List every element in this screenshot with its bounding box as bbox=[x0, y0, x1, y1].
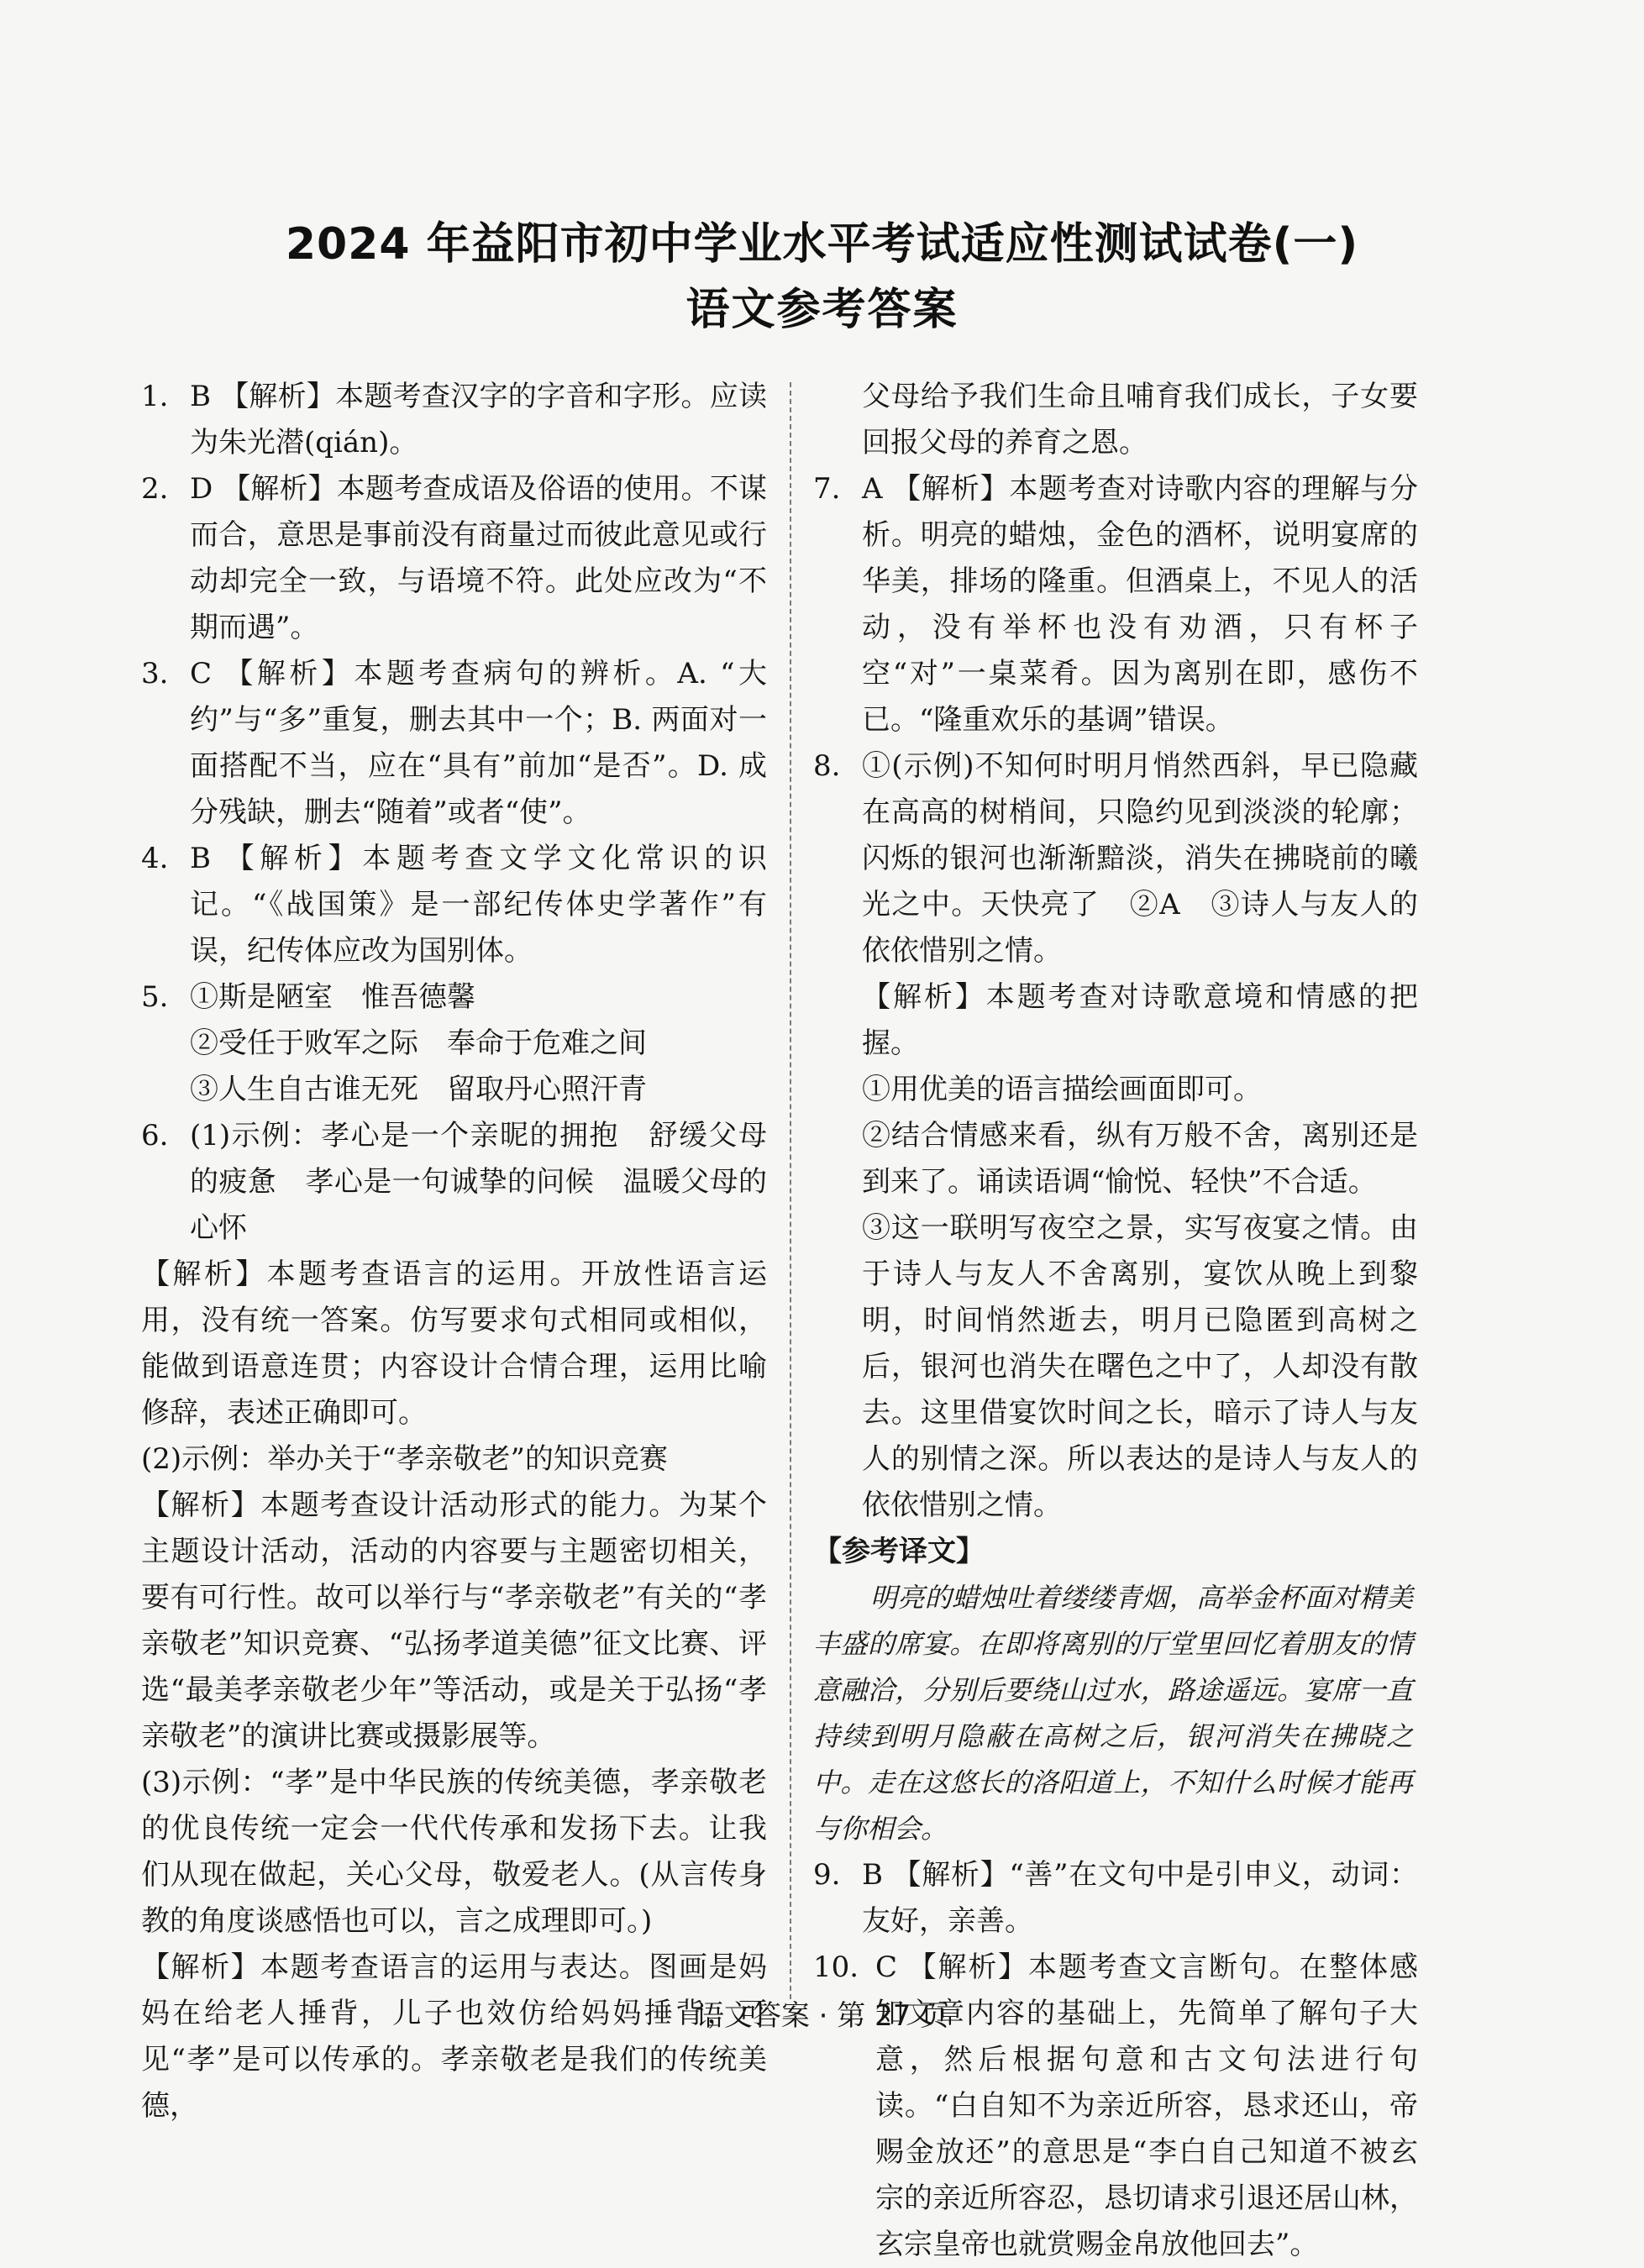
answer-6-part-3: (3)示例：“孝”是中华民族的传统美德，孝亲敬老的优良传统一定会一代代传承和发扬下去。让我们从现在做起，关心父母，敬爱老人。(从言传身教的角度谈感悟也可以，言之成理即可。) bbox=[141, 1766, 767, 1938]
answer-6-analysis-1: 【解析】本题考查语言的运用。开放性语言运用，没有统一答案。仿写要求句式相同或相似，能做到语意连贯；内容设计合情合理，运用比喻修辞，表述正确即可。 bbox=[141, 1257, 767, 1430]
answer-8-analysis: ③这一联明写夜空之景，实写夜宴之情。由于诗人与友人不舍离别，宴饮从晚上到黎明，时间悄然逝去，明月已隐匿到高树之后，银河也消失在曙色之中了，人却没有散去。这里借宴饮时间之长，暗示了诗人与友人的别情之深。所以表达的是诗人与友人的依依惜别之情。 bbox=[862, 1211, 1418, 1522]
column-divider bbox=[790, 382, 791, 1999]
answer-8: 8. ①(示例)不知何时明月悄然西斜，早已隐藏在高高的树梢间，只隐约见到淡淡的轮廓；闪烁的银河也渐渐黯淡，消失在拂晓前的曦光之中。天快亮了 ②A ③诗人与友人的依依惜别之情。 bbox=[813, 749, 1418, 968]
answer-8-analysis: ①用优美的语言描绘画面即可。 bbox=[862, 1073, 1262, 1106]
answer-5-line: ②受任于败军之际 奉命于危难之间 bbox=[190, 1026, 647, 1060]
answer-10: 10. C 【解析】本题考查文言断句。在整体感知文章内容的基础上，先简单了解句子大意，然后根据句意和古文句法进行句读。“白自知不为亲近所容，恳求还山，帝赐金放还”的意思是“李白自己知道不被玄宗的亲近所容忍，恳切请求引退还居山林，玄宗皇帝也就赏赐金帛放他回去”。 bbox=[813, 1950, 1418, 2261]
translation-text: 明亮的蜡烛吐着缕缕青烟，高举金杯面对精美丰盛的席宴。在即将离别的厅堂里回忆着朋友的情意融洽，分别后要绕山过水，路途遥远。宴席一直持续到明月隐蔽在高树之后，银河消失在拂晓之中。走在这悠长的洛阳道上，不知什么时候才能再与你相会。 bbox=[813, 1582, 1413, 1845]
answer-9: 9. B 【解析】“善”在文句中是引申义，动词：友好，亲善。 bbox=[813, 1858, 1418, 1938]
answer-5-line: ①斯是陋室 惟吾德馨 bbox=[190, 980, 475, 1014]
answer-7: 7. A 【解析】本题考查对诗歌内容的理解与分析。明亮的蜡烛，金色的酒杯，说明宴席的华美，排场的隆重。但酒桌上，不见人的活动，没有举杯也没有劝酒，只有杯子空“对”一桌菜肴。因为离别在即，感伤不已。“隆重欢乐的基调”错误。 bbox=[813, 472, 1418, 737]
translation-heading: 【参考译文】 bbox=[813, 1535, 985, 1568]
answer-8-analysis: 【解析】本题考查对诗歌意境和情感的把握。 bbox=[862, 980, 1418, 1060]
answer-6-part-1: (1)示例：孝心是一个亲昵的拥抱 舒缓父母的疲惫 孝心是一句诚挚的问候 温暖父母的心怀 bbox=[190, 1119, 767, 1245]
left-column bbox=[141, 374, 767, 2129]
page-subtitle: 语文参考答案 bbox=[685, 285, 959, 335]
page-footer: 语文答案 · 第 27 页 bbox=[695, 1999, 949, 2033]
answer-6-analysis-3: 【解析】本题考查语言的运用与表达。图画是妈妈在给老人捶背，儿子也效仿给妈妈捶背，可见“孝”是可以传承的。孝亲敬老是我们的传统美德， bbox=[141, 1950, 767, 2123]
answer-2: 2. D 【解析】本题考查成语及俗语的使用。不谋而合，意思是事前没有商量过而彼此意见或行动却完全一致，与语境不符。此处应改为“不期而遇”。 bbox=[141, 472, 767, 644]
answer-1: 1. B 【解析】本题考查汉字的字音和字形。应读为朱光潜(qián)。 bbox=[141, 380, 767, 459]
right-column bbox=[813, 374, 1418, 2268]
page-title: 2024 年益阳市初中学业水平考试适应性测试试卷(一) bbox=[285, 219, 1359, 270]
answer-3: 3. C 【解析】本题考查病句的辨析。A. “大约”与“多”重复，删去其中一个；B. 两面对一面搭配不当，应在“具有”前加“是否”。D. 成分残缺，删去“随着”或者“使”。 bbox=[141, 657, 767, 829]
answer-6: 6. (1)示例：孝心是一个亲昵的拥抱 舒缓父母的疲惫 孝心是一句诚挚的问候 温暖父母的心怀 bbox=[141, 1113, 767, 1252]
answer-6-analysis-2: 【解析】本题考查设计活动形式的能力。为某个主题设计活动，活动的内容要与主题密切相关，要有可行性。故可以举行与“孝亲敬老”有关的“孝亲敬老”知识竞赛、“弘扬孝道美德”征文比赛、评选“最美孝亲敬老少年”等活动，或是关于弘扬“孝亲敬老”的演讲比赛或摄影展等。 bbox=[141, 1488, 767, 1753]
answer-4: 4. B 【解析】本题考查文学文化常识的识记。“《战国策》是一部纪传体史学著作”有误，纪传体应改为国别体。 bbox=[141, 842, 767, 968]
answer-5: 5. ①斯是陋室 惟吾德馨 ②受任于败军之际 奉命于危难之间 ③人生自古谁无死 留取丹心照汗青 bbox=[141, 974, 767, 1113]
answer-6-continued: 父母给予我们生命且哺育我们成长，子女要回报父母的养育之恩。 bbox=[862, 380, 1418, 459]
answer-6-part-2: (2)示例：举办关于“孝亲敬老”的知识竞赛 bbox=[141, 1442, 668, 1476]
answer-5-line: ③人生自古谁无死 留取丹心照汗青 bbox=[190, 1073, 647, 1106]
answer-8-analysis: ②结合情感来看，纵有万般不舍，离别还是到来了。诵读语调“愉悦、轻快”不合适。 bbox=[862, 1119, 1418, 1199]
